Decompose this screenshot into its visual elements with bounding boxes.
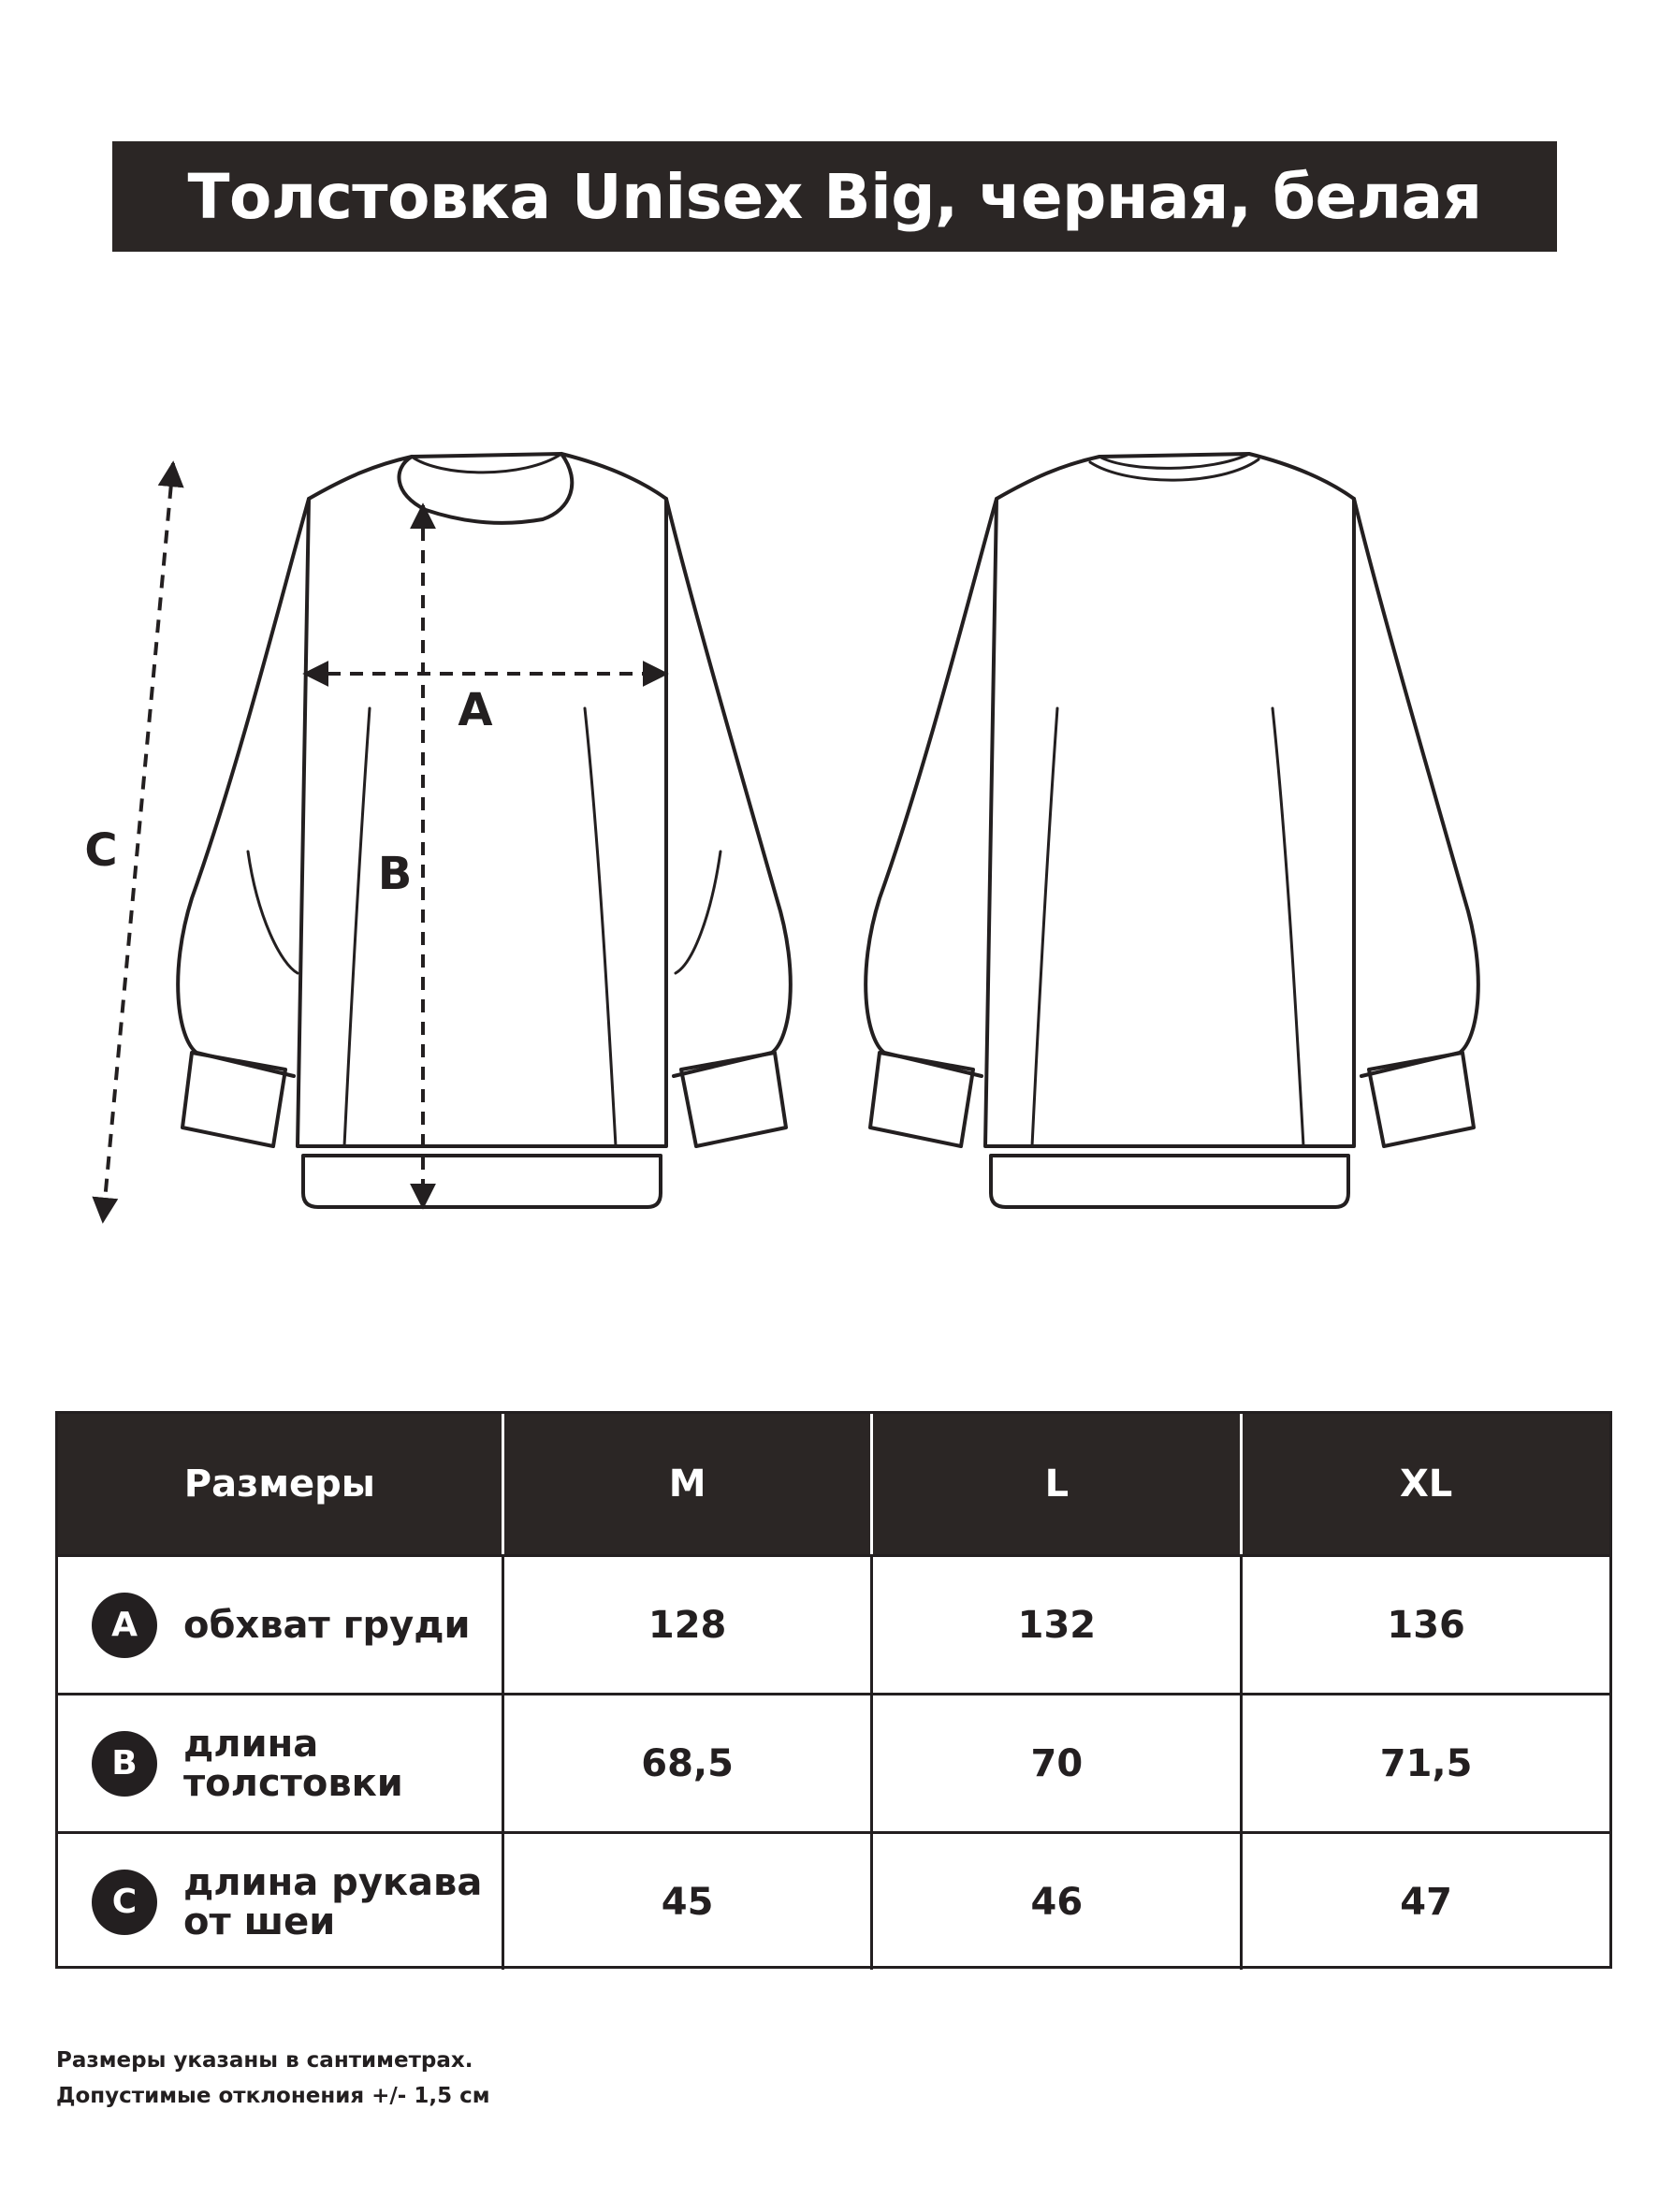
back-view xyxy=(866,454,1478,1207)
label-c: C xyxy=(84,824,118,877)
value-cell: 68,5 xyxy=(502,1695,871,1831)
label-a: A xyxy=(458,684,493,736)
note-tolerance: Допустимые отклонения +/- 1,5 см xyxy=(56,2084,490,2108)
table-row xyxy=(58,1693,1609,1831)
value-cell: 132 xyxy=(870,1557,1240,1693)
size-table xyxy=(55,1411,1612,1969)
value-cell: 45 xyxy=(502,1834,871,1970)
page-title: Толстовка Unisex Big, черная, белая xyxy=(187,160,1482,233)
param-label: обхват груди xyxy=(183,1603,471,1647)
param-cell xyxy=(58,1834,502,1970)
table-header-row xyxy=(58,1414,1609,1554)
table-row xyxy=(58,1554,1609,1693)
param-label: длина толстовки xyxy=(183,1722,403,1805)
value-cell: 70 xyxy=(870,1695,1240,1831)
header-cell-l: L xyxy=(870,1414,1240,1554)
front-view xyxy=(178,454,791,1207)
param-label: длина рукава от шеи xyxy=(183,1860,483,1943)
value-cell: 136 xyxy=(1240,1557,1609,1693)
table-row xyxy=(58,1831,1609,1970)
note-units: Размеры указаны в сантиметрах. xyxy=(56,2048,473,2073)
value-cell: 46 xyxy=(870,1834,1240,1970)
value-cell: 47 xyxy=(1240,1834,1609,1970)
notes xyxy=(56,2043,490,2114)
param-badge: B xyxy=(92,1731,157,1797)
param-badge: C xyxy=(92,1870,157,1935)
header-cell-sizes: Размеры xyxy=(183,1463,375,1506)
param-cell xyxy=(58,1557,502,1693)
header-cell-xl: XL xyxy=(1240,1414,1609,1554)
value-cell: 128 xyxy=(502,1557,871,1693)
param-badge: A xyxy=(92,1593,157,1658)
param-cell xyxy=(58,1695,502,1831)
label-b: B xyxy=(377,848,413,900)
header-cell-m: M xyxy=(502,1414,871,1554)
value-cell: 71,5 xyxy=(1240,1695,1609,1831)
